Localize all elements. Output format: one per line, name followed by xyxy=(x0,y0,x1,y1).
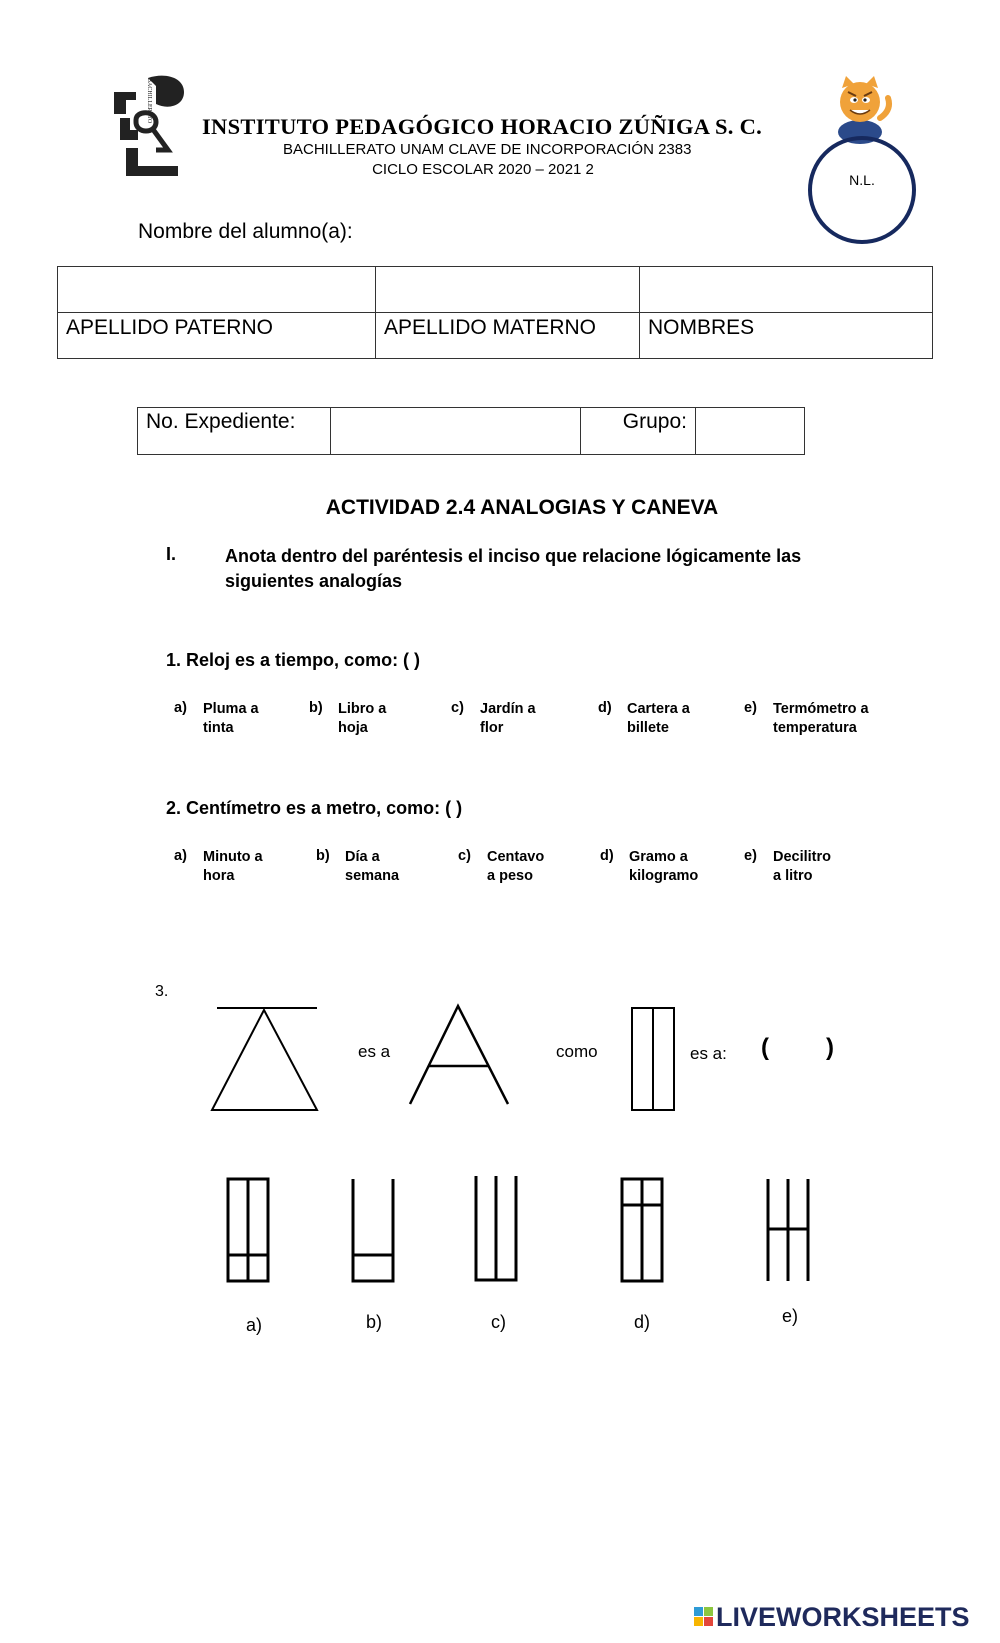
record-field[interactable] xyxy=(331,408,581,455)
figure-option-e[interactable] xyxy=(762,1175,814,1285)
answer-paren-open: ( xyxy=(761,1034,769,1061)
q2-option-letter: c) xyxy=(458,848,471,864)
figure-label-e: e) xyxy=(782,1306,799,1326)
figure-label-c: c) xyxy=(491,1312,506,1332)
nl-label: N.L. xyxy=(849,172,875,188)
letter-a-figure xyxy=(405,1000,515,1114)
brand-text: LIVEWORKSHEETS xyxy=(716,1602,970,1631)
q1-option-letter: e) xyxy=(744,700,757,716)
group-field[interactable] xyxy=(696,408,805,455)
maternal-surname-field[interactable] xyxy=(376,267,640,313)
figure-label-d: d) xyxy=(634,1312,651,1332)
question-2-text: 2. Centímetro es a metro, como: ( ) xyxy=(166,798,463,818)
q1-option-d[interactable]: Cartera a billete xyxy=(627,701,690,736)
record-table xyxy=(137,407,805,455)
como-text: como xyxy=(556,1042,598,1061)
student-name-table xyxy=(57,266,933,359)
given-names-field[interactable] xyxy=(640,267,933,313)
maternal-surname-label: APELLIDO MATERNO xyxy=(376,313,640,359)
q1-option-letter: a) xyxy=(174,700,187,716)
figure-option-a[interactable] xyxy=(222,1175,274,1285)
paternal-surname-label: APELLIDO PATERNO xyxy=(58,313,376,359)
activity-title: ACTIVIDAD 2.4 ANALOGIAS Y CANEVA xyxy=(325,496,719,519)
q2-option-e[interactable]: Decilitro a litro xyxy=(773,849,832,884)
question-3-number: 3. xyxy=(155,983,169,1000)
answer-paren-close: ) xyxy=(826,1034,834,1061)
q2-option-letter: e) xyxy=(744,848,757,864)
q2-option-letter: d) xyxy=(600,848,614,864)
school-name: INSTITUTO PEDAGÓGICO HORACIO ZÚÑIGA S. C. xyxy=(202,114,763,139)
figure-option-c[interactable] xyxy=(470,1172,522,1284)
figure-label-a: a) xyxy=(246,1315,263,1335)
q1-option-letter: c) xyxy=(451,700,464,716)
school-subtitle: BACHILLERATO UNAM CLAVE DE INCORPORACIÓN 2383 xyxy=(283,141,692,158)
q2-option-letter: b) xyxy=(316,848,330,864)
instructions: Anota dentro del paréntesis el inciso que relacione lógicamente las siguientes analogías xyxy=(225,546,802,591)
rectangle-split-figure xyxy=(628,1000,680,1114)
es-a-text: es a xyxy=(358,1042,391,1061)
figure-label-b: b) xyxy=(366,1312,383,1332)
given-names-label: NOMBRES xyxy=(640,313,933,359)
q1-option-letter: d) xyxy=(598,700,612,716)
q1-option-e[interactable]: Termómetro a temperatura xyxy=(773,701,869,736)
figure-option-b[interactable] xyxy=(347,1175,399,1285)
liveworksheets-logo xyxy=(694,1601,994,1631)
paternal-surname-field[interactable] xyxy=(58,267,376,313)
section-number: I. xyxy=(166,544,177,564)
q1-option-letter: b) xyxy=(309,700,323,716)
q2-option-letter: a) xyxy=(174,848,187,864)
nl-circle xyxy=(808,136,916,244)
mascot-illustration xyxy=(828,70,896,146)
q2-option-c[interactable]: Centavo a peso xyxy=(487,849,545,884)
record-label: No. Expediente: xyxy=(138,408,331,455)
question-1-text: 1. Reloj es a tiempo, como: ( ) xyxy=(166,650,421,670)
es-a-colon-text: es a: xyxy=(690,1044,727,1063)
q2-option-d[interactable]: Gramo a kilogramo xyxy=(629,849,699,884)
q1-option-a[interactable]: Pluma a tinta xyxy=(203,701,259,736)
school-year: CICLO ESCOLAR 2020 – 2021 2 xyxy=(372,161,594,178)
q1-option-b[interactable]: Libro a hoja xyxy=(338,701,387,736)
triangle-with-bar-figure xyxy=(205,1000,325,1114)
q1-option-c[interactable]: Jardín a flor xyxy=(480,701,536,736)
q2-option-b[interactable]: Día a semana xyxy=(345,849,400,884)
figure-option-d[interactable] xyxy=(616,1175,668,1285)
student-name-label: Nombre del alumno(a): xyxy=(138,220,353,243)
q2-option-a[interactable]: Minuto a hora xyxy=(203,849,263,884)
svg-text:BACHILLERATO: BACHILLERATO xyxy=(146,78,152,124)
group-label: Grupo: xyxy=(581,408,696,455)
school-logo xyxy=(108,70,188,178)
